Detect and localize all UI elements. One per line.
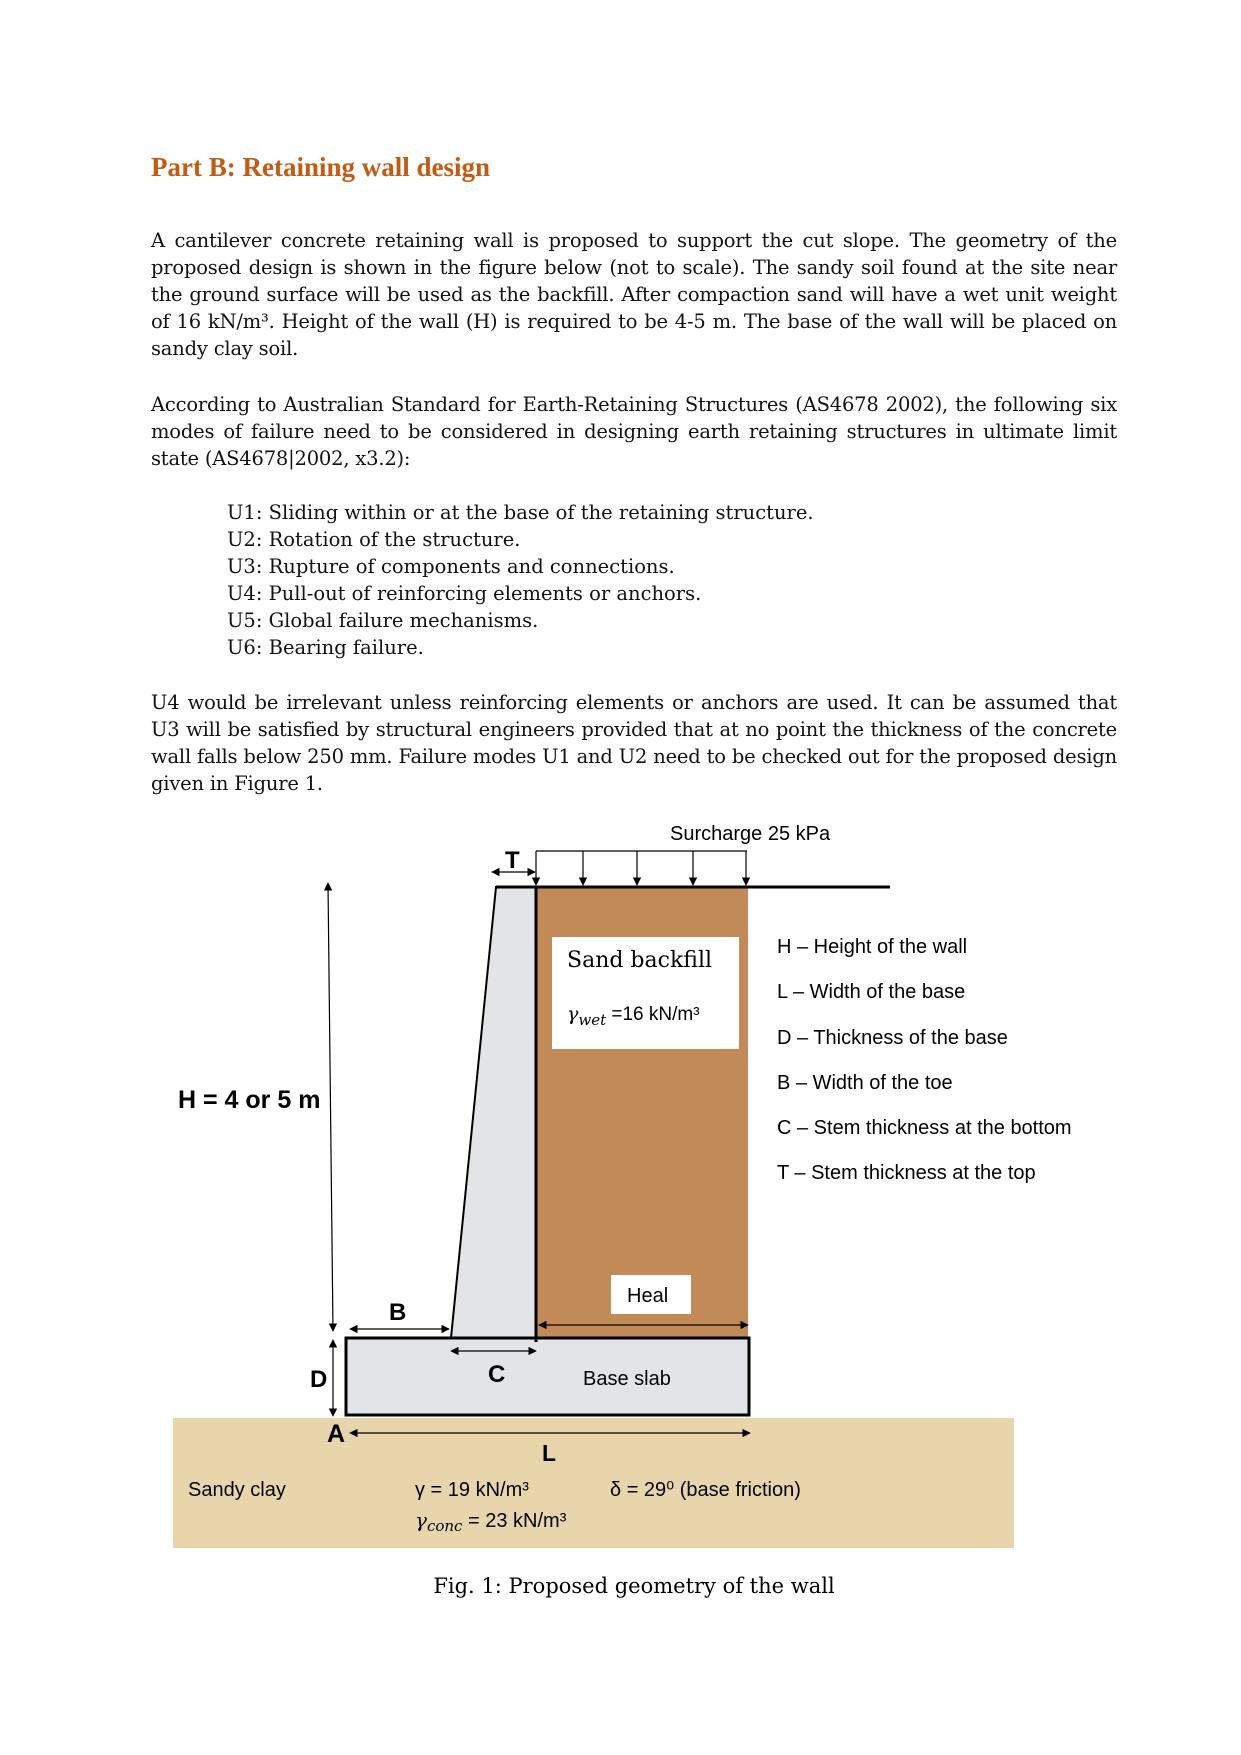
d-label: D	[310, 1366, 328, 1393]
legend-item: D – Thickness of the base	[777, 1027, 1008, 1049]
h-dimension-arrow	[328, 883, 333, 1331]
sandy-clay-label: Sandy clay	[188, 1479, 286, 1501]
b-label: B	[389, 1299, 407, 1326]
backfill-unit-weight: $\gamma_{wet} =16$ kN/m³	[567, 1003, 700, 1029]
backfill-title: Sand backfill	[567, 948, 713, 973]
legend-item: H – Height of the wall	[777, 936, 968, 958]
sandy-clay-layer	[173, 1418, 1014, 1548]
base-slab	[346, 1338, 749, 1415]
figure-caption: Fig. 1: Proposed geometry of the wall	[433, 1574, 835, 1598]
list-item: U2: Rotation of the structure.	[227, 528, 521, 551]
legend-item: L – Width of the base	[777, 981, 966, 1003]
soil-unit-weight: γ = 19 kN/m³	[415, 1479, 529, 1501]
t-label: T	[505, 847, 520, 874]
conclusion-paragraph: U4 would be irrelevant unless reinforcing elements or anchors are used. It can be assumed that U3 will be satisfied by structural engineers provided that at no point the thickness of the concrete wall falls below 250 mm. Failure modes U1 and U2 need to be checked out for the proposed design given in Figure 1.	[151, 691, 1117, 795]
l-label: L	[542, 1440, 557, 1466]
list-item: U3: Rupture of components and connections.	[227, 555, 675, 578]
point-a-label: A	[327, 1420, 346, 1448]
list-item: U5: Global failure mechanisms.	[227, 609, 539, 632]
legend-item: B – Width of the toe	[777, 1072, 953, 1094]
surcharge-label: Surcharge 25 kPa	[670, 823, 831, 845]
wall-stem	[451, 887, 536, 1338]
list-item: U1: Sliding within or at the base of the retaining structure.	[227, 501, 814, 524]
legend-item: C – Stem thickness at the bottom	[777, 1117, 1072, 1139]
intro-paragraph: A cantilever concrete retaining wall is proposed to support the cut slope. The geometry of the proposed design is shown in the figure below (not to scale). The sandy soil found at the site near the ground surface will be used as the backfill. After compaction sand will have a wet unit weight of 16 kN/m³. Height of the wall (H) is required to be 4-5 m. The base of the wall will be placed on sandy clay soil.	[151, 229, 1117, 360]
concrete-unit-weight: $\gamma_{conc} = 23$ kN/m³	[415, 1508, 567, 1535]
figure-legend	[777, 936, 1072, 1184]
section-heading: Part B: Retaining wall design	[151, 152, 491, 182]
legend-item: T – Stem thickness at the top	[777, 1162, 1036, 1184]
list-item: U6: Bearing failure.	[227, 636, 424, 659]
base-slab-label: Base slab	[583, 1368, 671, 1390]
base-friction: δ = 29⁰ (base friction)	[610, 1479, 801, 1501]
c-label: C	[488, 1361, 506, 1388]
list-item: U4: Pull-out of reinforcing elements or anchors.	[227, 582, 702, 605]
heel-label: Heal	[627, 1285, 669, 1307]
surcharge-arrows	[536, 851, 746, 885]
standard-paragraph: According to Australian Standard for Earth-Retaining Structures (AS4678 2002), the following six modes of failure need to be considered in designing earth retaining structures in ultimate limit state (AS4678|2002, x3.2):	[151, 393, 1117, 470]
height-label: H = 4 or 5 m	[178, 1086, 321, 1114]
